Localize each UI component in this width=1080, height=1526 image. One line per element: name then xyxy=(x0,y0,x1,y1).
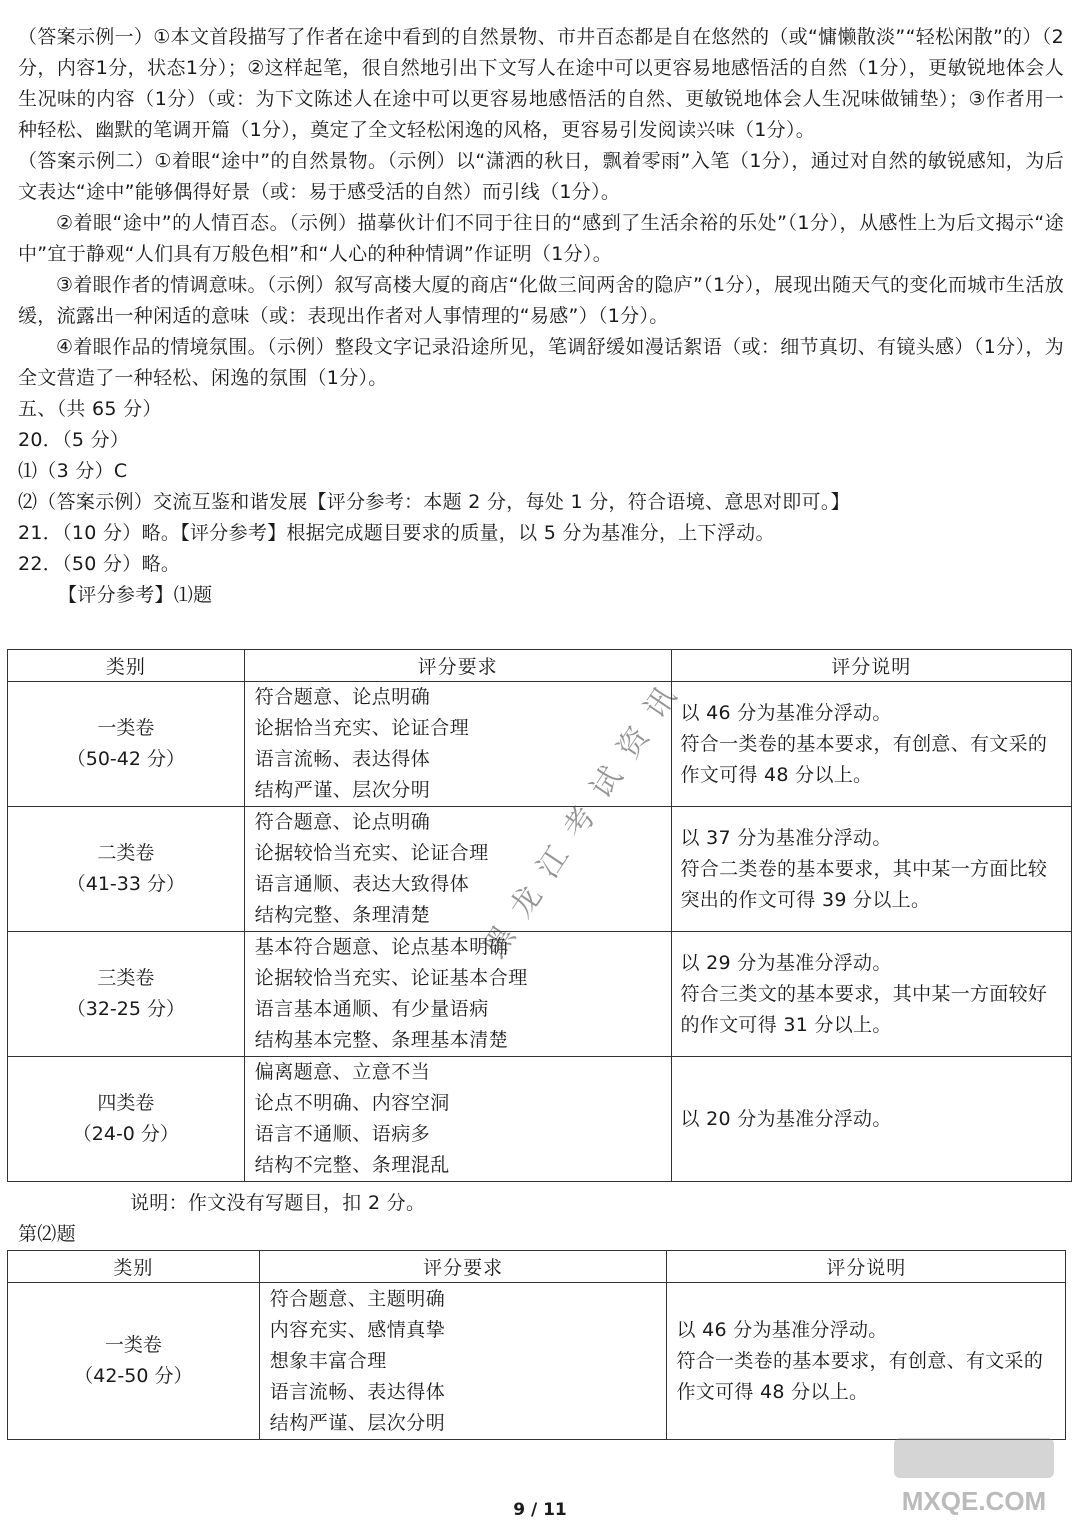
requirement-item: 论点不明确、内容空洞 xyxy=(254,1092,450,1114)
rubric-1-heading: 【评分参考】⑴题 xyxy=(58,584,213,606)
rubric-row xyxy=(8,1283,1066,1440)
grade-requirements xyxy=(244,932,671,1057)
section-5-heading: 五、（共 65 分） xyxy=(18,398,162,420)
grade-requirements xyxy=(259,1283,667,1440)
page-number: 9 / 11 xyxy=(513,1500,567,1520)
grade-requirements xyxy=(244,1057,671,1182)
requirement-item: 语言流畅、表达得体 xyxy=(254,748,431,770)
rubric-row xyxy=(8,807,1072,932)
requirement-item: 符合题意、论点明确 xyxy=(254,686,431,708)
score-range: （42-50 分） xyxy=(74,1365,193,1387)
grade-notes xyxy=(671,1057,1072,1182)
rubric-1-note: 说明：作文没有写题目，扣 2 分。 xyxy=(130,1192,426,1214)
grade-category xyxy=(8,1283,260,1440)
note-item: 以 20 分为基准分浮动。 xyxy=(680,1107,892,1130)
answer-example-1: （答案示例一）①本文首段描写了作者在途中看到的自然景物、市井百态都是自在悠然的（或“慵懒散淡”“轻松闲散”的）（2分，内容1分，状态1分）；②这样起笔，很自然地引出下文写人在途中可以更容易地感悟活的自然（1分），更敏锐地体会人生况味的内容（1分）（或：为下文陈述人在途中可以更容易地感悟活的自然、更敏锐地体会人生况味做铺垫）；③作者用一种轻松、幽默的笔调开篇（1分），奠定了全文轻松闲逸的风格，更容易引发阅读兴味（1分）。 xyxy=(18,26,1064,141)
grade-name: 一类卷 xyxy=(97,717,155,739)
requirement-item: 偏离题意、立意不当 xyxy=(254,1061,431,1083)
answer-text-block xyxy=(18,22,1064,611)
note-item: 以 29 分为基准分浮动。 xyxy=(680,951,892,974)
requirement-item: 结构严谨、层次分明 xyxy=(269,1411,446,1434)
note-item: 符合一类卷的基本要求，有创意、有文采的作文可得 48 分以上。 xyxy=(680,732,1048,786)
requirement-item: 内容充实、感情真挚 xyxy=(269,1318,446,1341)
note-item: 符合二类卷的基本要求，其中某一方面比较突出的作文可得 39 分以上。 xyxy=(680,857,1048,911)
grade-category xyxy=(8,1057,245,1182)
grade-notes xyxy=(667,1283,1066,1440)
note-item: 以 37 分为基准分浮动。 xyxy=(680,826,892,849)
grade-name: 一类卷 xyxy=(104,1334,162,1356)
rubric-table-1 xyxy=(7,649,1072,1182)
rubric-table-2 xyxy=(7,1250,1066,1440)
score-range: （24-0 分） xyxy=(72,1123,179,1145)
requirement-item: 符合题意、主题明确 xyxy=(269,1287,446,1310)
requirement-item: 语言不通顺、语病多 xyxy=(254,1123,431,1145)
requirement-item: 论据较恰当充实、论证合理 xyxy=(254,842,489,864)
grade-category xyxy=(8,807,245,932)
header-notes: 评分说明 xyxy=(671,650,1072,682)
requirement-item: 语言通顺、表达大致得体 xyxy=(254,873,470,895)
requirement-item: 结构严谨、层次分明 xyxy=(254,779,431,801)
logo-text: MXQE.COM xyxy=(901,1486,1047,1516)
requirement-item: 结构完整、条理清楚 xyxy=(254,904,431,926)
requirement-item: 结构基本完整、条理基本清楚 xyxy=(254,1029,509,1051)
score-range: （50-42 分） xyxy=(66,748,185,770)
grade-requirements xyxy=(244,682,671,807)
question-21: 21．（10 分）略。【评分参考】根据完成题目要求的质量，以 5 分为基准分，上下浮动。 xyxy=(18,522,775,544)
answer-example-2-point-4: ④着眼作品的情境氛围。（示例）整段文字记录沿途所见，笔调舒缓如漫话絮语（或：细节真切、有镜头感）（1分），为全文营造了一种轻松、闲逸的氛围（1分）。 xyxy=(18,336,1064,389)
header-category: 类别 xyxy=(8,650,245,682)
requirement-item: 符合题意、论点明确 xyxy=(254,811,431,833)
requirement-item: 论据较恰当充实、论证基本合理 xyxy=(254,967,528,989)
header-requirements: 评分要求 xyxy=(259,1251,667,1283)
rubric-2-heading: 第⑵题 xyxy=(18,1223,76,1245)
question-20-part-1: ⑴（3 分）C xyxy=(18,460,128,482)
header-category: 类别 xyxy=(8,1251,260,1283)
score-range: （41-33 分） xyxy=(66,873,185,895)
rubric-row xyxy=(8,682,1072,807)
note-item: 以 46 分为基准分浮动。 xyxy=(676,1318,888,1341)
grade-name: 三类卷 xyxy=(97,967,155,989)
rubric-row xyxy=(8,1057,1072,1182)
note-item: 符合一类卷的基本要求，有创意、有文采的作文可得 48 分以上。 xyxy=(676,1349,1044,1403)
score-range: （32-25 分） xyxy=(66,998,185,1020)
grade-notes xyxy=(671,807,1072,932)
grade-requirements xyxy=(244,807,671,932)
grade-notes xyxy=(671,682,1072,807)
header-notes: 评分说明 xyxy=(667,1251,1066,1283)
grade-name: 四类卷 xyxy=(97,1092,155,1114)
grade-notes xyxy=(671,932,1072,1057)
question-22: 22．（50 分）略。 xyxy=(18,553,181,575)
requirement-item: 语言基本通顺、有少量语病 xyxy=(254,998,489,1020)
requirement-item: 论据恰当充实、论证合理 xyxy=(254,717,470,739)
answer-example-2: （答案示例二）①着眼“途中”的自然景物。（示例）以“潇洒的秋日，飘着零雨”入笔（1分），通过对自然的敏锐感知，为后文表达“途中”能够偶得好景（或：易于感受活的自然）而引线（1分）。 xyxy=(18,150,1064,203)
requirement-item: 想象丰富合理 xyxy=(269,1349,387,1372)
note-item: 以 46 分为基准分浮动。 xyxy=(680,701,892,724)
grade-category xyxy=(8,682,245,807)
answer-example-2-point-2: ②着眼“途中”的人情百态。（示例）描摹伙计们不同于往日的“感到了生活余裕的乐处”（1分），从感性上为后文揭示“途中”宜于静观“人们具有万般色相”和“人心的种种情调”作证明（1分）。 xyxy=(18,212,1064,265)
question-20: 20．（5 分） xyxy=(18,429,130,451)
requirement-item: 基本符合题意、论点基本明确 xyxy=(254,936,509,958)
header-requirements: 评分要求 xyxy=(244,650,671,682)
rubric-row xyxy=(8,932,1072,1057)
requirement-item: 语言流畅、表达得体 xyxy=(269,1380,446,1403)
answer-example-2-point-3: ③着眼作者的情调意味。（示例）叙写高楼大厦的商店“化做三间两舍的隐庐”（1分），展现出随天气的变化而城市生活放缓，流露出一种闲适的意味（或：表现出作者对人事情理的“易感”）（1分）。 xyxy=(18,274,1064,327)
question-20-part-2: ⑵（答案示例）交流互鉴和谐发展【评分参考：本题 2 分，每处 1 分，符合语境、意思对即可。】 xyxy=(18,491,850,513)
requirement-item: 结构不完整、条理混乱 xyxy=(254,1154,450,1176)
grade-category xyxy=(8,932,245,1057)
note-item: 符合三类文的基本要求，其中某一方面较好的作文可得 31 分以上。 xyxy=(680,982,1048,1036)
grade-name: 二类卷 xyxy=(97,842,155,864)
watermark-text: 黑龙江考试资讯 xyxy=(476,665,694,965)
